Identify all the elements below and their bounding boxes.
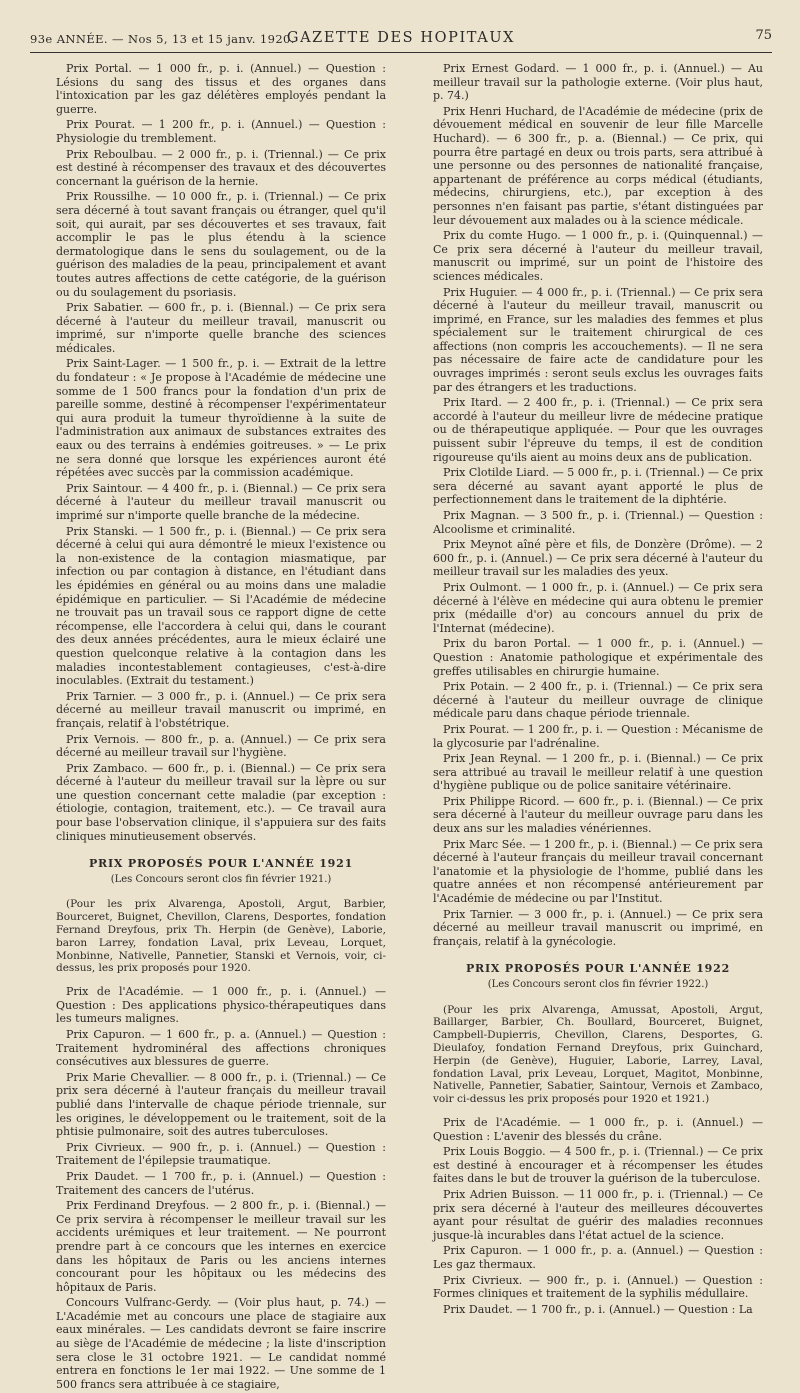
paragraph: Prix Roussilhe. — 10 000 fr., p. i. (Triennal.) — Ce prix sera décerné à tout savant français ou étranger, quel qu'il soit, qui aurait, par ses découvertes et ses travaux, fait accomplir le pas le plus étendu à la science dermatologique dans le sens du soulagement, ou de la guérison des maladies de la peau, principalement et avant toutes autres affections de cette catégorie, de la guérison ou du soulagement du psoriasis.	[56, 190, 386, 299]
paragraph: Prix Pourat. — 1 200 fr., p. i. — Question : Mécanisme de la glycosurie par l'adrénaline.	[433, 722, 763, 750]
paragraph: Prix Sabatier. — 600 fr., p. i. (Biennal.) — Ce prix sera décerné à l'auteur du meilleur travail, manuscrit ou imprimé, sur n'importe quelle branche des sciences médicales.	[56, 301, 386, 355]
section-heading: PRIX PROPOSÉS POUR L'ANNÉE 1921	[88, 857, 354, 871]
paragraph: Prix Marc Sée. — 1 200 fr., p. i. (Biennal.) — Ce prix sera décerné à l'auteur français du meilleur travail concernant l'anatomie et la physiologie de l'homme, publié dans les quatre années et non récompensé antérieurement par l'Académie de médecine ou par l'Institut.	[433, 837, 763, 906]
paragraph: Prix Portal. — 1 000 fr., p. i. (Annuel.) — Question : Lésions du sang des tissus et des organes dans l'intoxication par les gaz délétères employés pendant la guerre.	[56, 62, 386, 116]
paragraph: (Pour les prix Alvarenga, Apostoli, Argut, Barbier, Bourceret, Buignet, Chevillon, Clarens, Desportes, fondation Fernand Dreyfous, prix Th. Herpin (de Genève), Laborie, baron Larrey, fondation Laval, prix Leveau, Lorquet, Monbinne, Nativelle, Pannetier, Stanski et Vernois, voir, ci-dessus, les prix proposés pour 1920.	[56, 898, 386, 975]
paragraph: Prix de l'Académie. — 1 000 fr., p. i. (Annuel.) — Question : L'avenir des blessés du crâne.	[433, 1115, 763, 1143]
paragraph: Prix Clotilde Liard. — 5 000 fr., p. i. (Triennal.) — Ce prix sera décerné au savant ayant apporté le plus de perfectionnement dans le traitement de la diphtérie.	[433, 466, 763, 507]
paragraph: Prix Huguier. — 4 000 fr., p. i. (Triennal.) — Ce prix sera décerné à l'auteur du meilleur travail, manuscrit ou imprimé, en France, sur les maladies des femmes et plus spécialement sur le traitement chirurgical de ces affections (non compris les accouchements). — Il ne sera pas nécessaire de faire acte de candidature pour les ouvrages imprimés : seront seuls exclus les ouvrages faits par des étrangers et les traductions.	[433, 285, 763, 394]
paragraph: Prix Capuron. — 1 000 fr., p. a. (Annuel.) — Question : Les gaz thermaux.	[433, 1244, 763, 1271]
paragraph: Prix Reboulbau. — 2 000 fr., p. i. (Triennal.) — Ce prix est destiné à récompenser des travaux et des découvertes concernant la guérison de la hernie.	[56, 147, 386, 188]
paragraph: Prix Marie Chevallier. — 8 000 fr., p. i. (Triennal.) — Ce prix sera décerné à l'auteur français du meilleur travail publié dans l'intervalle de chaque période triennale, sur les origines, le développement ou le traitement, soit de la phtisie pulmonaire, soit des autres tuberculoses.	[56, 1070, 386, 1139]
section-heading: PRIX PROPOSÉS POUR L'ANNÉE 1922	[465, 962, 731, 976]
section-subheading: (Les Concours seront clos fin février 1921.)	[110, 873, 332, 885]
paragraph: Prix Civrieux. — 900 fr., p. i. (Annuel.) — Question : Formes cliniques et traitement de la syphilis médullaire.	[433, 1273, 763, 1301]
paragraph: Prix Saintour. — 4 400 fr., p. i. (Biennal.) — Ce prix sera décerné à l'auteur du meilleur travail manuscrit ou imprimé sur n'importe quelle branche de la médecine.	[56, 481, 386, 522]
paragraph: Prix Meynot aîné père et fils, de Donzère (Drôme). — 2 600 fr., p. i. (Annuel.) — Ce prix sera décerné à l'auteur du meilleur travail sur les maladies des yeux.	[433, 538, 763, 579]
paragraph: Prix Vernois. — 800 fr., p. a. (Annuel.) — Ce prix sera décerné au meilleur travail sur l'hygiène.	[56, 732, 386, 760]
paragraph: Prix Tarnier. — 3 000 fr., p. i. (Annuel.) — Ce prix sera décerné au meilleur travail manuscrit ou imprimé, en français, relatif à l'obstétrique.	[56, 689, 386, 730]
journal-title: GAZETTE DES HOPITAUX	[286, 30, 516, 46]
paragraph: Prix Civrieux. — 900 fr., p. i. (Annuel.) — Question : Traitement de l'épilepsie traumatique.	[56, 1140, 386, 1168]
paragraph: Prix Adrien Buisson. — 11 000 fr., p. i. (Triennal.) — Ce prix sera décerné à l'auteur des meilleures découvertes ayant pour résultat de guérir des maladies reconnues jusque-là incurables dans l'état actuel de la science.	[433, 1187, 763, 1242]
paragraph: Prix Itard. — 2 400 fr., p. i. (Triennal.) — Ce prix sera accordé à l'auteur du meilleur livre de médecine pratique ou de thérapeutique appliquée. — Pour que les ouvrages puissent subir l'épreuve du temps, il est de condition rigoureuse qu'ils aient au moins deux ans de publication.	[433, 396, 763, 464]
paragraph: Prix Ernest Godard. — 1 000 fr., p. i. (Annuel.) — Au meilleur travail sur la pathologie externe. (Voir plus haut, p. 74.)	[433, 62, 763, 103]
paragraph: Prix Tarnier. — 3 000 fr., p. i. (Annuel.) — Ce prix sera décerné au meilleur travail manuscrit ou imprimé, en français, relatif à la gynécologie.	[433, 907, 763, 948]
paragraph: Prix Daudet. — 1 700 fr., p. i. (Annuel.) — Question : La	[443, 1302, 753, 1316]
paragraph: Prix Jean Reynal. — 1 200 fr., p. i. (Biennal.) — Ce prix sera attribué au travail le meilleur relatif à une question d'hygiène publique ou de police sanitaire vétérinaire.	[433, 752, 763, 793]
paragraph: Prix Louis Boggio. — 4 500 fr., p. i. (Triennal.) — Ce prix est destiné à encourager et à récompenser les études faites dans le but de trouver la guérison de la tuberculose.	[433, 1145, 763, 1186]
paragraph: Prix Ferdinand Dreyfous. — 2 800 fr., p. i. (Biennal.) — Ce prix servira à récompenser le meilleur travail sur les accidents urémiques et leur traitement. — Ne pourront prendre part à ce concours que les internes en exercice dans les hôpitaux de Paris ou les anciens internes concourant pour les hôpitaux ou les médecins des hôpitaux de Paris.	[56, 1199, 386, 1294]
paragraph: Prix Pourat. — 1 200 fr., p. i. (Annuel.) — Question : Physiologie du tremblement.	[56, 118, 386, 145]
paragraph: Prix de l'Académie. — 1 000 fr., p. i. (Annuel.) — Question : Des applications physico-thérapeutiques dans les tumeurs malignes.	[56, 985, 386, 1026]
paragraph: Prix Oulmont. — 1 000 fr., p. i. (Annuel.) — Ce prix sera décerné à l'élève en médecine qui aura obtenu le premier prix (médaille d'or) au concours annuel du prix de l'Internat (médecine).	[433, 580, 763, 635]
paragraph: Prix Magnan. — 3 500 fr., p. i. (Triennal.) — Question : Alcoolisme et criminalité.	[433, 509, 763, 536]
paragraph: Prix du comte Hugo. — 1 000 fr., p. i. (Quinquennal.) — Ce prix sera décerné à l'auteur du meilleur travail, manuscrit ou imprimé, sur un point de l'histoire des sciences médicales.	[433, 229, 763, 283]
paragraph: (Pour les prix Alvarenga, Amussat, Apostoli, Argut, Baillarger, Barbier, Ch. Boullard, Bourceret, Buignet, Campbell-Dupierris, Chevillon, Clarens, Desportes, G. Dieulafoy, fondation Fernand Dreyfous, prix Guinchard, Herpin (de Genève), Huguier, Laborie, Larrey, Laval, fondation Laval, prix Leveau, Lorquet, Magitot, Monbinne, Nativelle, Pannetier, Sabatier, Saintour, Vernois et Zambaco, voir ci-dessus les prix proposés pour 1920 et 1921.)	[433, 1003, 763, 1106]
left-column	[56, 62, 386, 1393]
paragraph: Prix du baron Portal. — 1 000 fr., p. i. (Annuel.) — Question : Anatomie pathologique et expérimentale des greffes utilisables en chirurgie humaine.	[433, 637, 763, 678]
paragraph: Prix Saint-Lager. — 1 500 fr., p. i. — Extrait de la lettre du fondateur : « Je propose à l'Académie de médecine une somme de 1 500 francs pour la fondation d'un prix de pareille somme, destiné à récompenser l'expérimentateur qui aura produit la tumeur thyroïdienne à la suite de l'administration aux animaux de substances extraites des eaux ou des terrains à endémies goitreuses. » — Le prix ne sera donné que lorsque les expériences auront été répétées avec succès par la commission académique.	[56, 357, 386, 480]
paragraph: Prix Capuron. — 1 600 fr., p. a. (Annuel.) — Question : Traitement hydrominéral des affections chroniques consécutives aux blessures de guerre.	[56, 1028, 386, 1069]
page-header	[30, 26, 772, 53]
paragraph: Prix Henri Huchard, de l'Académie de médecine (prix de dévouement médical en souvenir de leur fille Marcelle Huchard). — 6 300 fr., p. a. (Biennal.) — Ce prix, qui pourra être partagé en deux ou trois parts, sera attribué à une personne ou des personnes de nationalité française, appartenant de préférence au corps médical (étudiants, médecins, chirurgiens, etc.), par exception à des personnes n'en faisant pas partie, s'étant distinguées par leur dévouement aux malades ou à la science médicale.	[433, 104, 763, 227]
paragraph: Prix Stanski. — 1 500 fr., p. i. (Biennal.) — Ce prix sera décerné à celui qui aura démontré le mieux l'existence ou la non-existence de la contagion miasmatique, par infection ou par contagion à distance, en l'étudiant dans les épidémies en général ou au moins dans une maladie épidémique en particulier. — Si l'Académie de médecine ne trouvait pas un travail sous ce rapport digne de cette récompense, elle l'accordera à celui qui, dans le courant des deux années précédentes, aura le mieux éclairé une question quelconque relative à la contagion dans les maladies incontestablement contagieuses, c'est-à-dire inoculables. (Extrait du testament.)	[56, 524, 386, 688]
section-subheading: (Les Concours seront clos fin février 1922.)	[487, 979, 709, 990]
page-number: 75	[755, 28, 772, 43]
paragraph: Prix Potain. — 2 400 fr., p. i. (Triennal.) — Ce prix sera décerné à l'auteur du meilleur ouvrage de clinique médicale paru dans chaque période triennale.	[433, 680, 763, 721]
paragraph: Prix Zambaco. — 600 fr., p. i. (Biennal.) — Ce prix sera décerné à l'auteur du meilleur travail sur la lèpre ou sur une question concernant cette maladie (par exception : étiologie, contagion, traitement, etc.). — Ce travail aura pour base l'observation clinique, il s'appuiera sur des faits cliniques minutieusement observés.	[56, 761, 386, 843]
paragraph: Concours Vulfranc-Gerdy. — (Voir plus haut, p. 74.) — L'Académie met au concours une place de stagiaire aux eaux minérales. — Les candidats devront se faire inscrire au siège de l'Académie de médecine ; la liste d'inscription sera close le 31 octobre 1921. — Le candidat nommé entrera en fonctions le 1er mai 1922. — Une somme de 1 500 francs sera attribuée à ce stagiaire,	[56, 1296, 386, 1391]
issue-info: 93e ANNÉE. — Nos 5, 13 et 15 janv. 1920.	[30, 32, 295, 46]
paragraph: Prix Philippe Ricord. — 600 fr., p. i. (Biennal.) — Ce prix sera décerné à l'auteur du meilleur ouvrage paru dans les deux ans sur les maladies vénériennes.	[433, 794, 763, 836]
paragraph: Prix Daudet. — 1 700 fr., p. i. (Annuel.) — Question : Traitement des cancers de l'utérus.	[56, 1169, 386, 1197]
